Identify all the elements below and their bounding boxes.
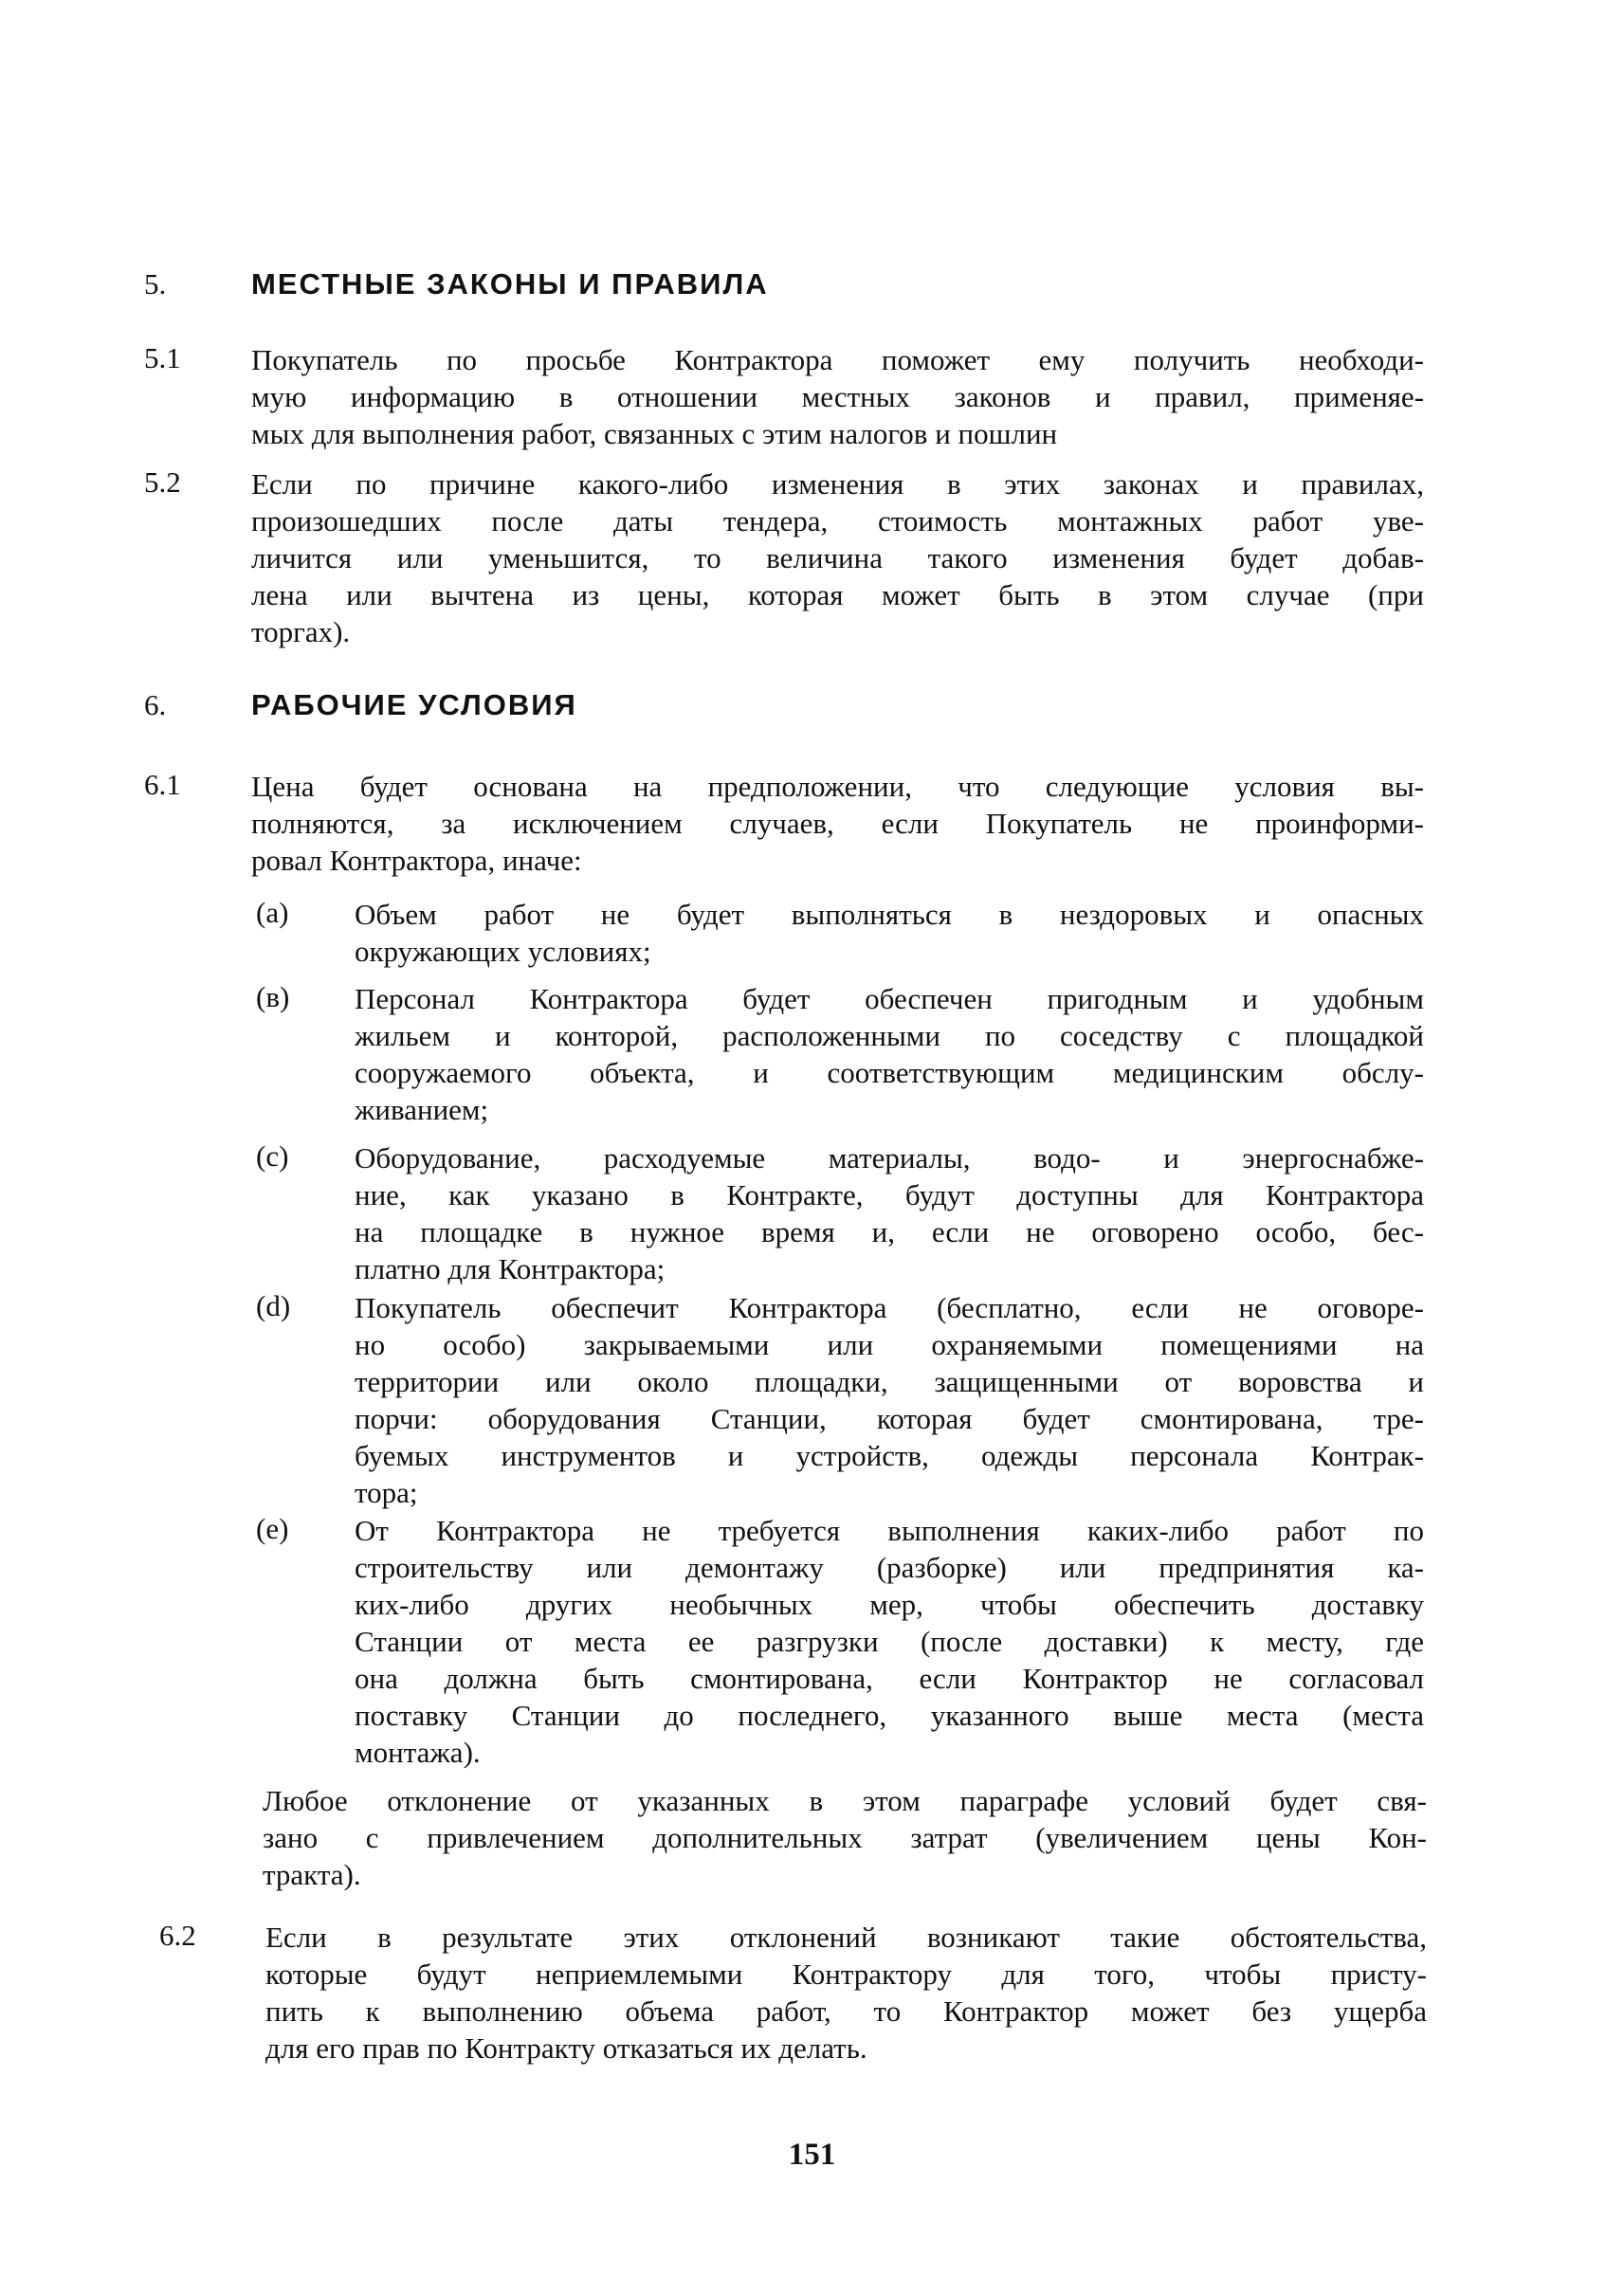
section-5-number: 5. [144, 267, 167, 301]
text-line: тора; [355, 1476, 418, 1509]
item-a-text [355, 896, 1424, 970]
text-line: полняются, за исключением случаев, если Покупатель не проинформи- [251, 807, 1424, 840]
item-e-text [355, 1512, 1424, 1771]
clause-5-2-text [251, 465, 1424, 650]
text-line: ких-либо других необычных мер, чтобы обеспечить доставку [355, 1588, 1424, 1621]
clause-5-1-number: 5.1 [144, 341, 181, 374]
clause-5-1-text [251, 341, 1424, 452]
clause-6-2-number: 6.2 [159, 1919, 196, 1952]
item-e-label: (e) [256, 1512, 289, 1545]
section-6-number: 6. [144, 688, 167, 721]
text-line: но особо) закрываемыми или охраняемыми помещениями на [355, 1328, 1424, 1361]
text-line: Покупатель обеспечит Контрактора (бесплатно, если не оговоре- [355, 1291, 1424, 1324]
clause-5-2-number: 5.2 [144, 465, 181, 499]
text-line: личится или уменьшится, то величина такого изменения будет добав- [251, 541, 1424, 574]
text-line: сооружаемого объекта, и соответствующим медицинским обслу- [355, 1056, 1424, 1089]
text-line: она должна быть смонтирована, если Контрактор не согласовал [355, 1662, 1424, 1695]
text-line: Если по причине какого-либо изменения в этих законах и правилах, [251, 467, 1424, 501]
text-line: ровал Контрактора, иначе: [251, 844, 582, 877]
text-line: мых для выполнения работ, связанных с этим налогов и пошлин [251, 417, 1058, 450]
text-line: Персонал Контрактора будет обеспечен пригодным и удобным [355, 982, 1424, 1015]
text-line: Если в результате этих отклонений возникают такие обстоятельства, [265, 1921, 1427, 1954]
text-line: Любое отклонение от указанных в этом параграфе условий будет свя- [263, 1784, 1427, 1817]
text-line: монтажа). [355, 1736, 481, 1769]
text-line: тракта). [263, 1858, 361, 1891]
text-line: Цена будет основана на предположении, что следующие условия вы- [251, 770, 1424, 803]
text-line: лена или вычтена из цены, которая может быть в этом случае (при [251, 578, 1424, 611]
text-line: на площадке в нужное время и, если не оговорено особо, бес- [355, 1215, 1424, 1248]
text-line: поставку Станции до последнего, указанного выше места (места [355, 1699, 1424, 1732]
text-line: пить к выполнению объема работ, то Контрактор может без ущерба [265, 1994, 1427, 2028]
text-line: ние, как указано в Контракте, будут доступны для Контрактора [355, 1178, 1424, 1211]
item-d-label: (d) [256, 1289, 291, 1322]
clause-6-1-number: 6.1 [144, 768, 181, 801]
text-line: порчи: оборудования Станции, которая будет смонтирована, тре- [355, 1402, 1424, 1435]
item-b-label: (в) [256, 980, 290, 1013]
text-line: которые будут неприемлемыми Контрактору для того, чтобы присту- [265, 1958, 1427, 1991]
deviation-paragraph [263, 1782, 1427, 1893]
text-line: территории или около площадки, защищенными от воровства и [355, 1365, 1424, 1398]
clause-6-2-text [265, 1919, 1427, 2067]
text-line: буемых инструментов и устройств, одежды персонала Контрак- [355, 1439, 1424, 1472]
page-number: 151 [788, 2138, 836, 2172]
text-line: Станции от места ее разгрузки (после доставки) к месту, где [355, 1625, 1424, 1658]
text-line: живанием; [355, 1093, 489, 1126]
item-d-text [355, 1289, 1424, 1511]
text-line: Покупатель по просьбе Контрактора поможет ему получить необходи- [251, 343, 1424, 376]
text-line: произошедших после даты тендера, стоимость монтажных работ уве- [251, 504, 1424, 537]
text-line: зано с привлечением дополнительных затрат (увеличением цены Кон- [263, 1821, 1427, 1854]
text-line: торгах). [251, 615, 351, 648]
item-c-text [355, 1139, 1424, 1287]
text-line: От Контрактора не требуется выполнения каких-либо работ по [355, 1514, 1424, 1547]
item-a-label: (a) [256, 896, 289, 929]
text-line: платно для Контрактора; [355, 1252, 666, 1285]
text-line: Объем работ не будет выполняться в нездоровых и опасных [355, 898, 1424, 931]
clause-6-1-text [251, 768, 1424, 879]
section-5-title: МЕСТНЫЕ ЗАКОНЫ И ПРАВИЛА [251, 267, 769, 301]
text-line: для его прав по Контракту отказаться их делать. [265, 2031, 867, 2065]
text-line: Оборудование, расходуемые материалы, водо- и энергоснабже- [355, 1141, 1424, 1175]
item-b-text [355, 980, 1424, 1128]
item-c-label: (c) [256, 1139, 289, 1173]
text-line: окружающих условиях; [355, 935, 651, 968]
text-line: жильем и конторой, расположенными по соседству с площадкой [355, 1019, 1424, 1052]
text-line: строительству или демонтажу (разборке) или предпринятия ка- [355, 1551, 1424, 1584]
text-line: мую информацию в отношении местных законов и правил, применяе- [251, 380, 1424, 413]
section-6-title: РАБОЧИЕ УСЛОВИЯ [251, 688, 577, 721]
